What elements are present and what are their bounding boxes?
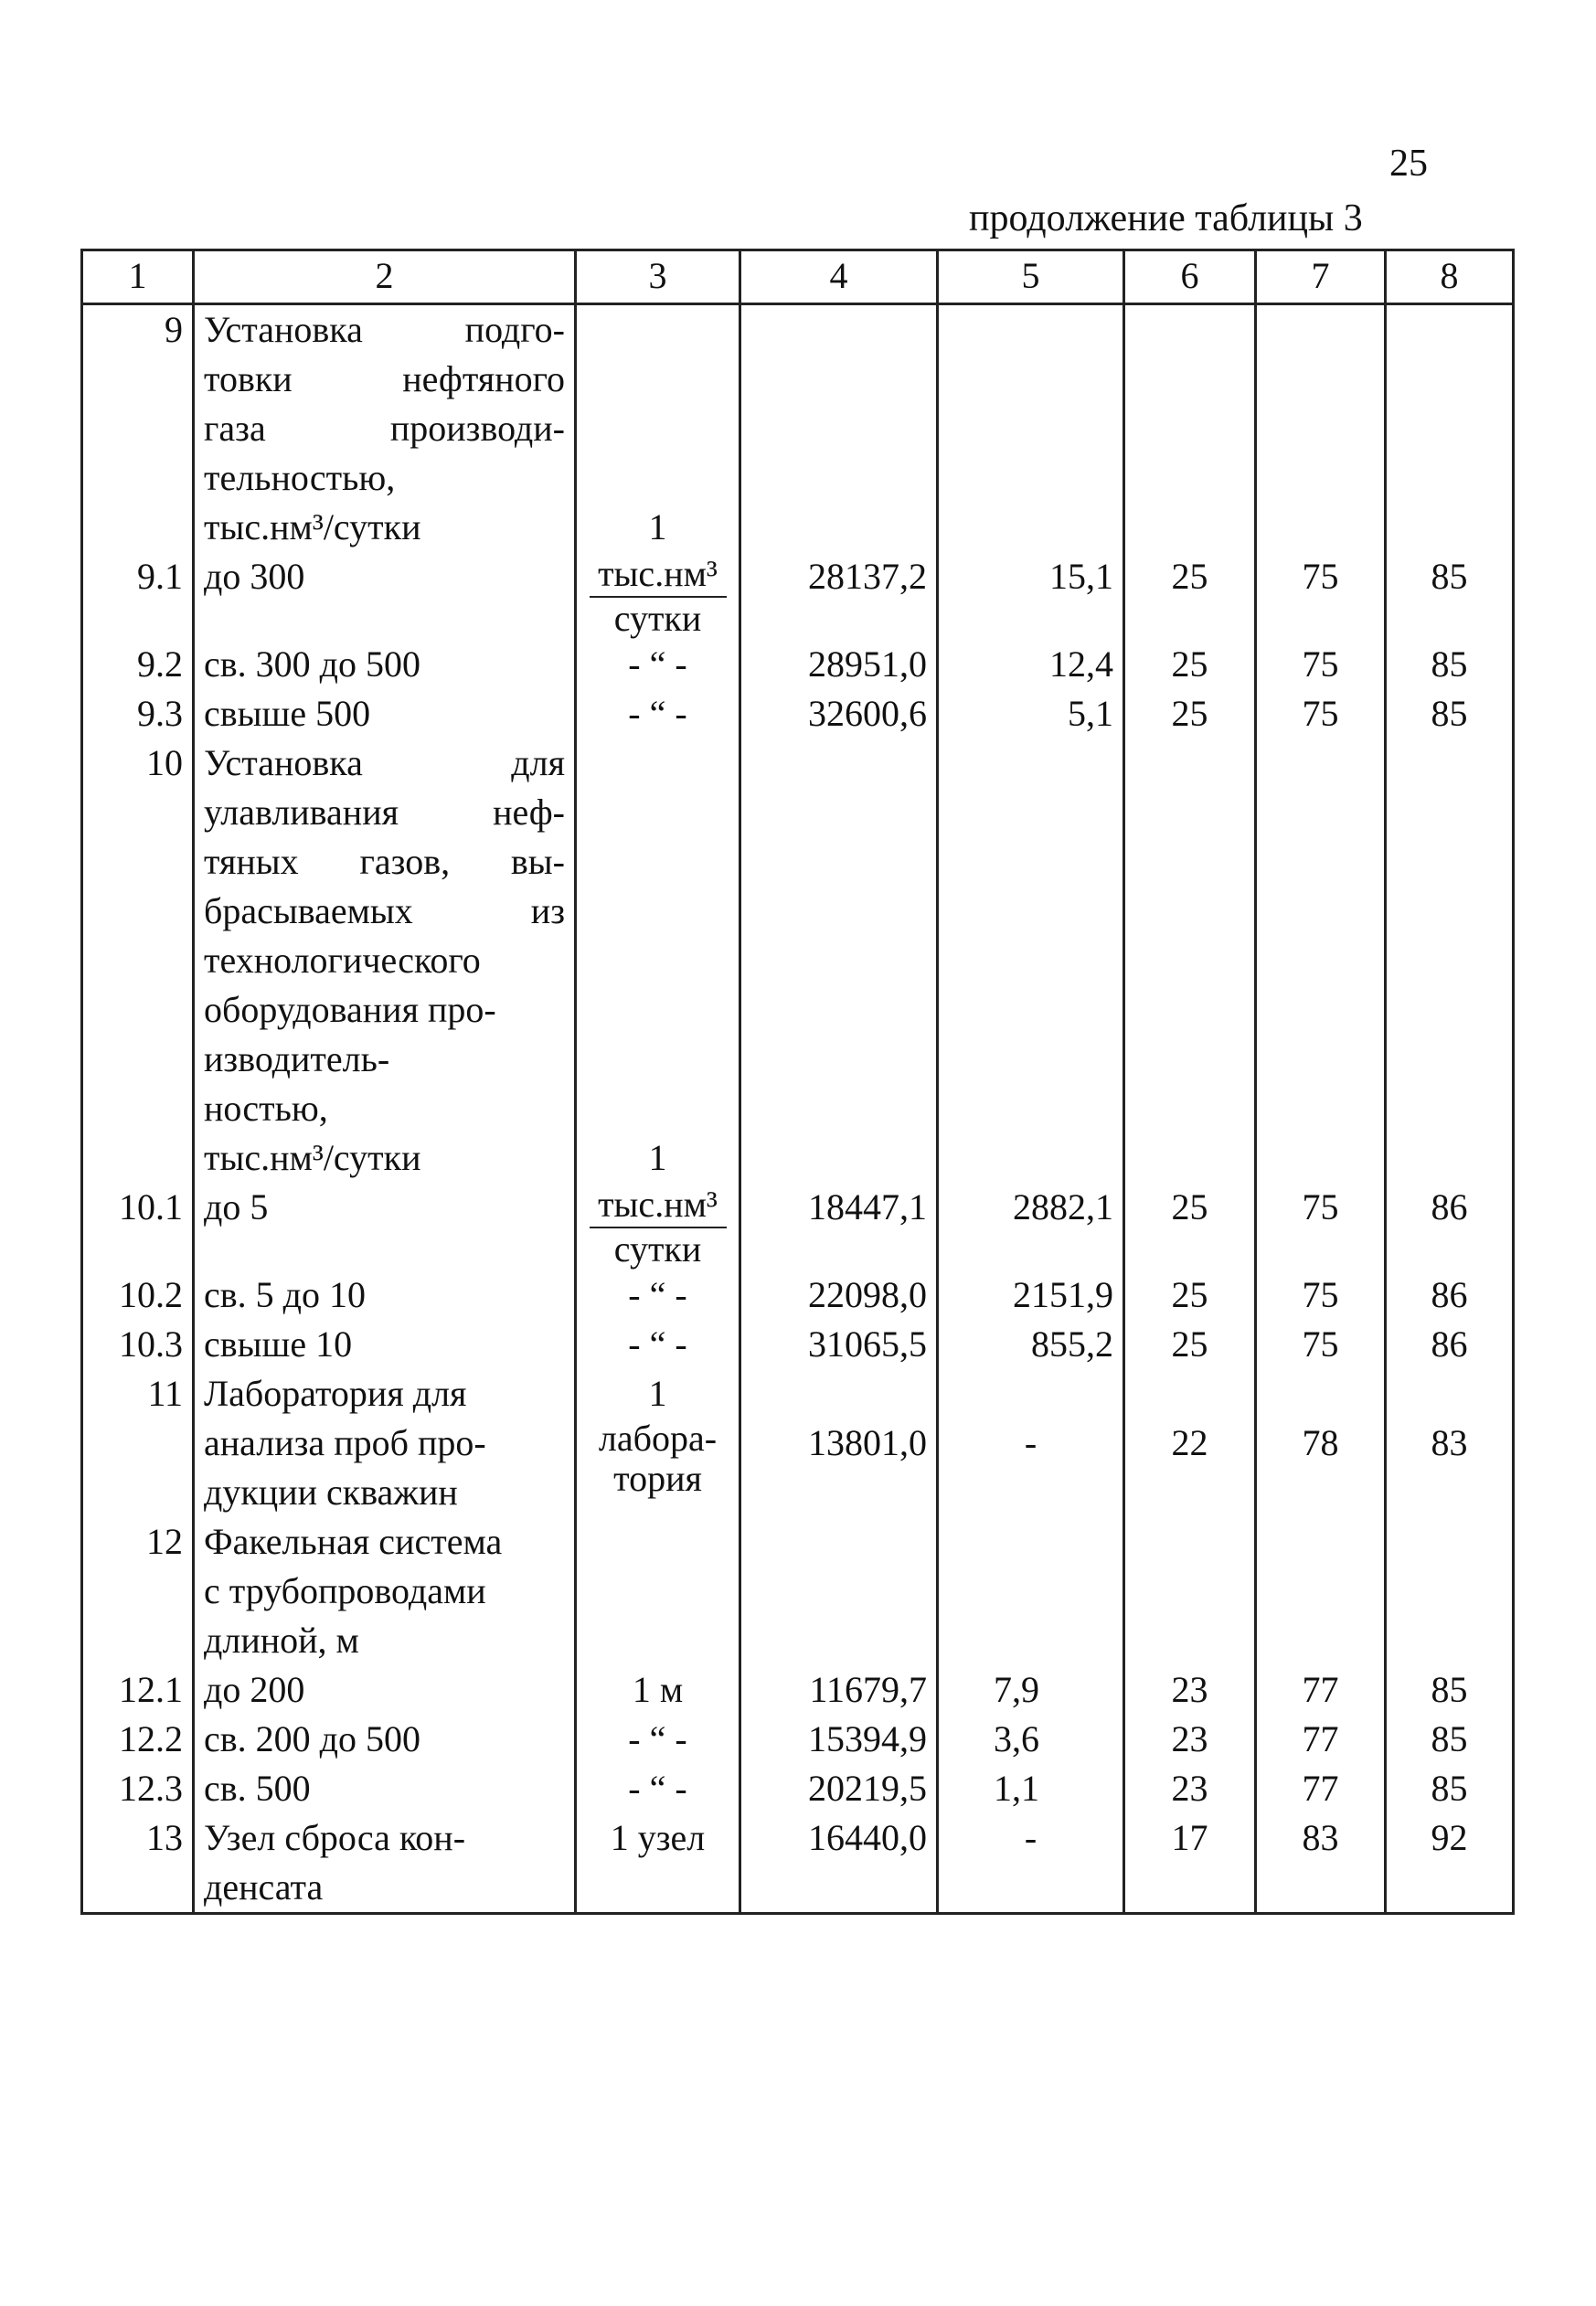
table-row xyxy=(82,1517,1514,1665)
cell-value: 28137,2 xyxy=(740,552,938,640)
cell-value: 23 xyxy=(1124,1665,1256,1715)
cell-value: 85 xyxy=(1386,640,1514,689)
cell-value: 86 xyxy=(1386,1183,1514,1270)
row-number: 10.3 xyxy=(82,1320,194,1369)
cell-value: 16440,0 xyxy=(740,1813,938,1914)
table-row xyxy=(82,1369,1514,1517)
cell-value: 25 xyxy=(1124,552,1256,640)
table-row xyxy=(82,1813,1514,1914)
table-caption: продолжение таблицы 3 xyxy=(969,197,1363,239)
row-number: 9.1 xyxy=(82,552,194,640)
column-header: 1 xyxy=(82,250,194,304)
cell-value: 28951,0 xyxy=(740,640,938,689)
page-number: 25 xyxy=(1389,143,1428,185)
cell-value: 78 xyxy=(1256,1369,1386,1517)
table-row xyxy=(82,640,1514,689)
table-row xyxy=(82,689,1514,739)
row-description: Установка подго- товки нефтяного газа производи- тельностью, тыс.нм³/сутки xyxy=(194,304,576,553)
cell-value: - xyxy=(938,1813,1124,1914)
row-unit: - “ - xyxy=(576,1715,740,1764)
cell-value: 22098,0 xyxy=(740,1270,938,1320)
row-unit: - “ - xyxy=(576,1764,740,1813)
cell-value: 20219,5 xyxy=(740,1764,938,1813)
cell-value: 3,6 xyxy=(938,1715,1124,1764)
cell-value: 85 xyxy=(1386,689,1514,739)
table-row xyxy=(82,1665,1514,1715)
row-unit: - “ - xyxy=(576,1270,740,1320)
table-row xyxy=(82,1764,1514,1813)
cell-value: 77 xyxy=(1256,1665,1386,1715)
row-description: свыше 500 xyxy=(194,689,576,739)
row-unit: 1 м xyxy=(576,1665,740,1715)
table-row xyxy=(82,1715,1514,1764)
row-description: Установка для улавливания неф- тяных газов, вы- брасываемых из технологического оборудования про- изводитель- ностью, тыс.нм³/сутки xyxy=(194,739,576,1183)
row-description: Факельная система с трубопроводами длиной, м xyxy=(194,1517,576,1665)
row-unit: 1 xyxy=(576,739,740,1183)
cell-value: 83 xyxy=(1386,1369,1514,1517)
cell-value: 85 xyxy=(1386,1764,1514,1813)
cell-value: 25 xyxy=(1124,1320,1256,1369)
cell-value: 13801,0 xyxy=(740,1369,938,1517)
row-number: 12 xyxy=(82,1517,194,1665)
cell-value: 11679,7 xyxy=(740,1665,938,1715)
cell-value: 77 xyxy=(1256,1764,1386,1813)
cell-value: 75 xyxy=(1256,689,1386,739)
column-header: 5 xyxy=(938,250,1124,304)
table-row xyxy=(82,1270,1514,1320)
row-number: 10 xyxy=(82,739,194,1183)
cell-value: 86 xyxy=(1386,1270,1514,1320)
cell-value: - xyxy=(938,1369,1124,1517)
cell-value: 85 xyxy=(1386,1665,1514,1715)
row-unit: 1 лабора- тория xyxy=(576,1369,740,1517)
cell-value: 1,1 xyxy=(938,1764,1124,1813)
cell-value: 83 xyxy=(1256,1813,1386,1914)
cell-value: 75 xyxy=(1256,1183,1386,1270)
cell-value: 75 xyxy=(1256,552,1386,640)
column-header: 7 xyxy=(1256,250,1386,304)
header-row xyxy=(82,250,1514,304)
cell-value: 75 xyxy=(1256,1270,1386,1320)
cell-value: 15,1 xyxy=(938,552,1124,640)
row-description: до 200 xyxy=(194,1665,576,1715)
cell-value: 855,2 xyxy=(938,1320,1124,1369)
cell-value: 12,4 xyxy=(938,640,1124,689)
cell-value: 86 xyxy=(1386,1320,1514,1369)
cell-value: 92 xyxy=(1386,1813,1514,1914)
row-unit: - “ - xyxy=(576,1320,740,1369)
cell-value: 25 xyxy=(1124,640,1256,689)
row-number: 10.2 xyxy=(82,1270,194,1320)
row-unit: тыс.нм³ сутки xyxy=(576,552,740,640)
cell-value: 85 xyxy=(1386,1715,1514,1764)
cell-value: 22 xyxy=(1124,1369,1256,1517)
row-unit: 1 узел xyxy=(576,1813,740,1914)
row-number: 12.2 xyxy=(82,1715,194,1764)
row-description: св. 5 до 10 xyxy=(194,1270,576,1320)
row-unit: - “ - xyxy=(576,689,740,739)
row-description: св. 500 xyxy=(194,1764,576,1813)
data-table xyxy=(80,249,1515,1915)
row-number: 12.3 xyxy=(82,1764,194,1813)
cell-value: 85 xyxy=(1386,552,1514,640)
column-header: 3 xyxy=(576,250,740,304)
row-description: Лаборатория для анализа проб про- дукции скважин xyxy=(194,1369,576,1517)
row-number: 10.1 xyxy=(82,1183,194,1270)
row-description: до 300 xyxy=(194,552,576,640)
table-row xyxy=(82,552,1514,640)
row-number: 13 xyxy=(82,1813,194,1914)
cell-value: 5,1 xyxy=(938,689,1124,739)
row-unit: - “ - xyxy=(576,640,740,689)
cell-value: 75 xyxy=(1256,1320,1386,1369)
cell-value: 17 xyxy=(1124,1813,1256,1914)
column-header: 6 xyxy=(1124,250,1256,304)
row-description: свыше 10 xyxy=(194,1320,576,1369)
cell-value: 23 xyxy=(1124,1764,1256,1813)
cell-value: 15394,9 xyxy=(740,1715,938,1764)
table-row xyxy=(82,1320,1514,1369)
cell-value: 23 xyxy=(1124,1715,1256,1764)
row-number: 9.3 xyxy=(82,689,194,739)
row-description: до 5 xyxy=(194,1183,576,1270)
cell-value: 7,9 xyxy=(938,1665,1124,1715)
row-number: 11 xyxy=(82,1369,194,1517)
cell-value: 18447,1 xyxy=(740,1183,938,1270)
cell-value: 32600,6 xyxy=(740,689,938,739)
cell-value: 75 xyxy=(1256,640,1386,689)
row-number: 9 xyxy=(82,304,194,553)
row-number: 9.2 xyxy=(82,640,194,689)
table-row xyxy=(82,304,1514,553)
cell-value: 77 xyxy=(1256,1715,1386,1764)
table-row xyxy=(82,1183,1514,1270)
column-header: 2 xyxy=(194,250,576,304)
cell-value: 25 xyxy=(1124,689,1256,739)
row-description: св. 300 до 500 xyxy=(194,640,576,689)
cell-value: 25 xyxy=(1124,1270,1256,1320)
cell-value: 2882,1 xyxy=(938,1183,1124,1270)
row-description: Узел сброса кон- денсата xyxy=(194,1813,576,1914)
row-description: св. 200 до 500 xyxy=(194,1715,576,1764)
row-number: 12.1 xyxy=(82,1665,194,1715)
row-unit: 1 xyxy=(576,304,740,553)
table-row xyxy=(82,739,1514,1183)
cell-value: 31065,5 xyxy=(740,1320,938,1369)
column-header: 4 xyxy=(740,250,938,304)
cell-value: 2151,9 xyxy=(938,1270,1124,1320)
row-unit: тыс.нм³ сутки xyxy=(576,1183,740,1270)
cell-value: 25 xyxy=(1124,1183,1256,1270)
column-header: 8 xyxy=(1386,250,1514,304)
